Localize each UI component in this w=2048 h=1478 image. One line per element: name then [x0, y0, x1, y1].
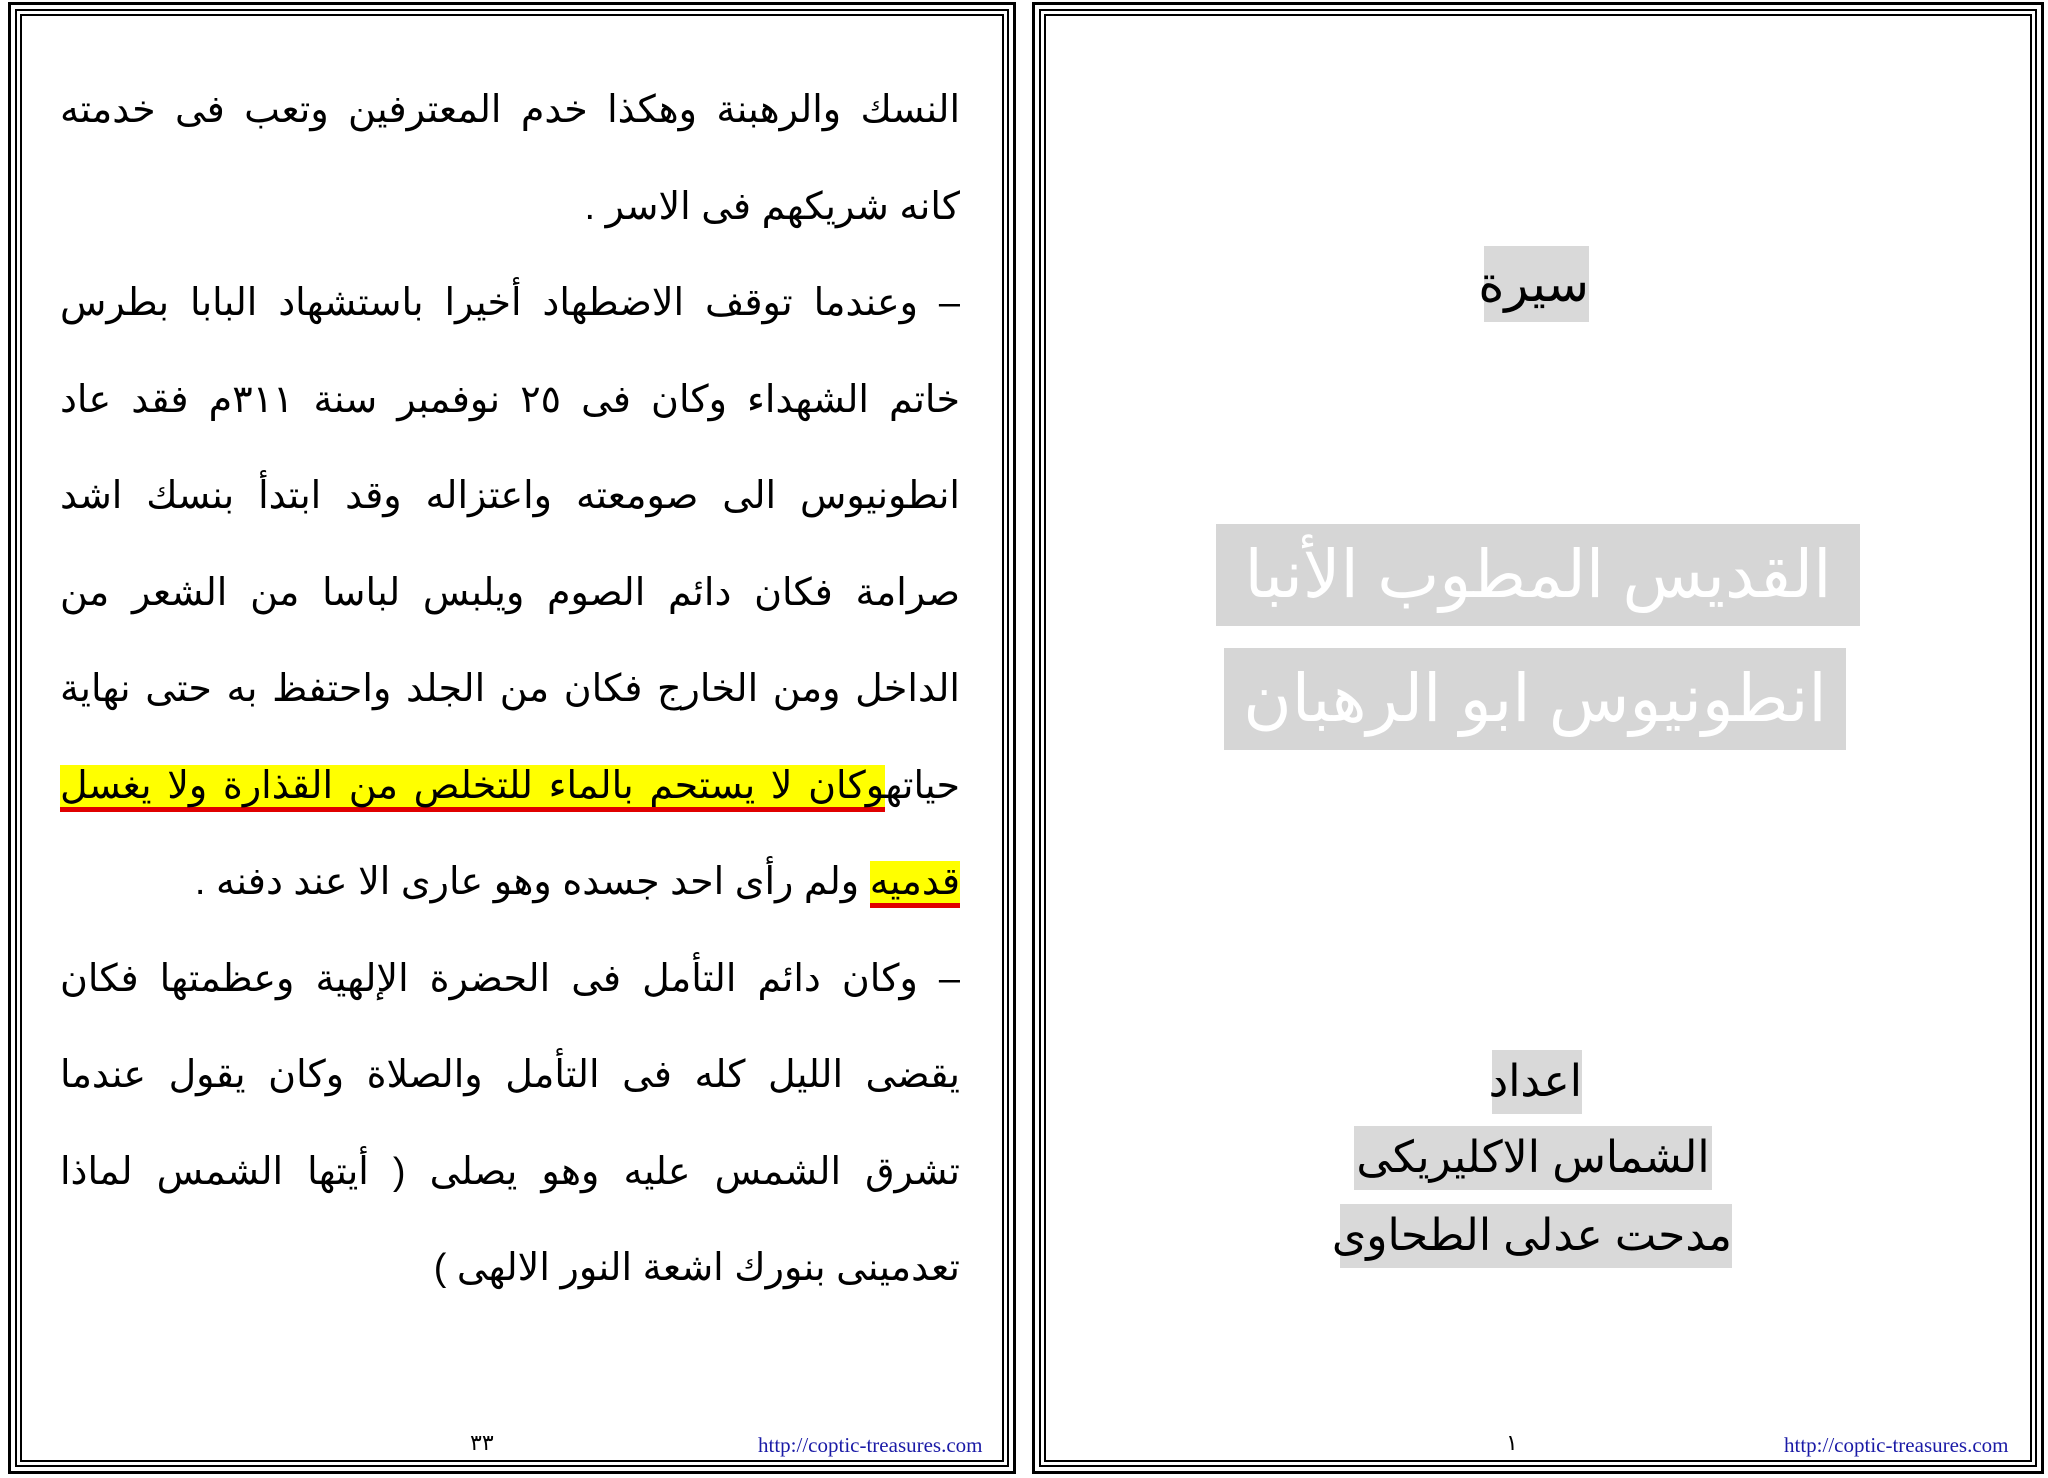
prepared-by-label: اعداد	[1492, 1050, 1582, 1114]
page-number: ٣٣	[470, 1430, 494, 1455]
cover-heading: سيرة	[1484, 246, 1589, 322]
cover-title-line-2: انطونيوس ابو الرهبان	[1224, 648, 1846, 750]
paragraph-2-tail: ولم رأى احد جسده وهو عارى الا عند دفنه .	[194, 861, 870, 903]
paragraph-1: النسك والرهبنة وهكذا خدم المعترفين وتعب فى خدمته كانه شريكهم فى الاسر .	[60, 89, 960, 228]
author-role: الشماس الاكليريكى	[1354, 1126, 1712, 1190]
author-name: مدحت عدلى الطحاوى	[1340, 1204, 1732, 1268]
highlighted-passage: وكان لا يستحم بالماء للتخلص من القذارة ولا يغسل قدميه	[60, 764, 960, 903]
cover-title-line-1: القديس المطوب الأنبا	[1216, 524, 1860, 626]
paragraph-3: – وكان دائم التأمل فى الحضرة الإلهية وعظمتها فكان يقضى الليل كله فى التأمل والصلاة وكان يقول عندما تشرق الشمس عليه وهو يصلى ( أيتها الشمس لماذا تعدمينى بنورك اشعة النور الالهى )	[60, 957, 960, 1289]
right-page	[1026, 0, 2048, 1478]
page-number: ١	[1506, 1430, 1518, 1455]
paragraph-2-text: – وعندما توقف الاضطهاد أخيرا باستشهاد البابا بطرس خاتم الشهداء وكان فى ٢٥ نوفمبر سنة ٣١١م فقد عاد انطونيوس الى صومعته واعتزاله وقد ابتدأ بنسك اشد صرامة فكان دائم الصوم ويلبس لباسا من الشعر من الداخل ومن الخارج فكان من الجلد واحتفظ به حتى نهاية حياته	[60, 282, 960, 807]
site-link[interactable]: http://coptic-treasures.com	[1784, 1433, 2009, 1457]
paragraph-2	[60, 255, 960, 931]
site-link[interactable]: http://coptic-treasures.com	[758, 1433, 983, 1457]
body-text	[60, 62, 960, 1317]
